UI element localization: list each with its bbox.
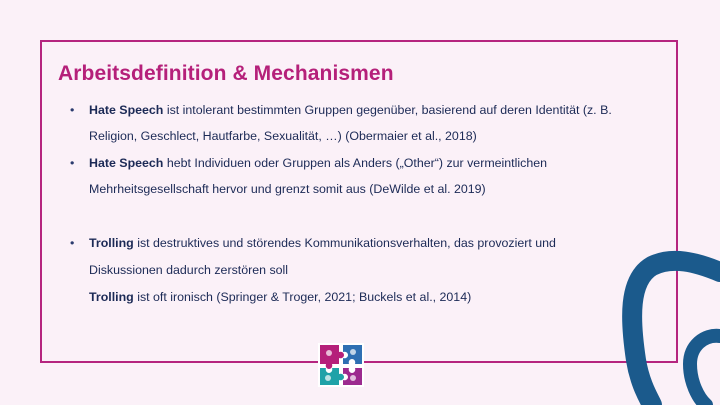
bullet-term: Hate Speech [89,156,164,170]
bullet-term: Hate Speech [89,103,164,117]
bullet-item-3-line1 [70,236,556,250]
puzzle-logo [318,343,364,387]
slide-frame [40,40,678,363]
bullet-item-2-line1 [70,156,547,170]
bullet-text: ist intolerant bestimmten Gruppen gegenüber, basierend auf deren Identität (z. B. [163,103,612,117]
bullet-text: ist oft ironisch (Springer & Troger, 2021; Buckels et al., 2014) [133,290,472,304]
bullet-item-2-line2: Mehrheitsgesellschaft hervor und grenzt somit aus (DeWilde et al. 2019) [89,182,486,196]
bullet-item-1-line2: Religion, Geschlect, Hautfarbe, Sexualität, …) (Obermaier et al., 2018) [89,129,477,143]
bullet-term: Trolling [89,290,134,304]
slide-title: Arbeitsdefinition & Mechanismen [58,62,394,85]
bullet-item-3-line2: Diskussionen dadurch zerstören soll [89,263,289,277]
bullet-dot-icon: • [70,103,75,117]
bullet-text: ist destruktives und störendes Kommunikationsverhalten, das provoziert und [133,236,556,250]
bullet-item-1-line1 [70,103,612,117]
bullet-text: hebt Individuen oder Gruppen als Anders („Other“) zur vermeintlichen [163,156,547,170]
bullet-dot-icon: • [70,236,75,250]
bullet-term: Trolling [89,236,134,250]
bullet-item-3-line3 [89,290,471,304]
bullet-dot-icon: • [70,156,75,170]
